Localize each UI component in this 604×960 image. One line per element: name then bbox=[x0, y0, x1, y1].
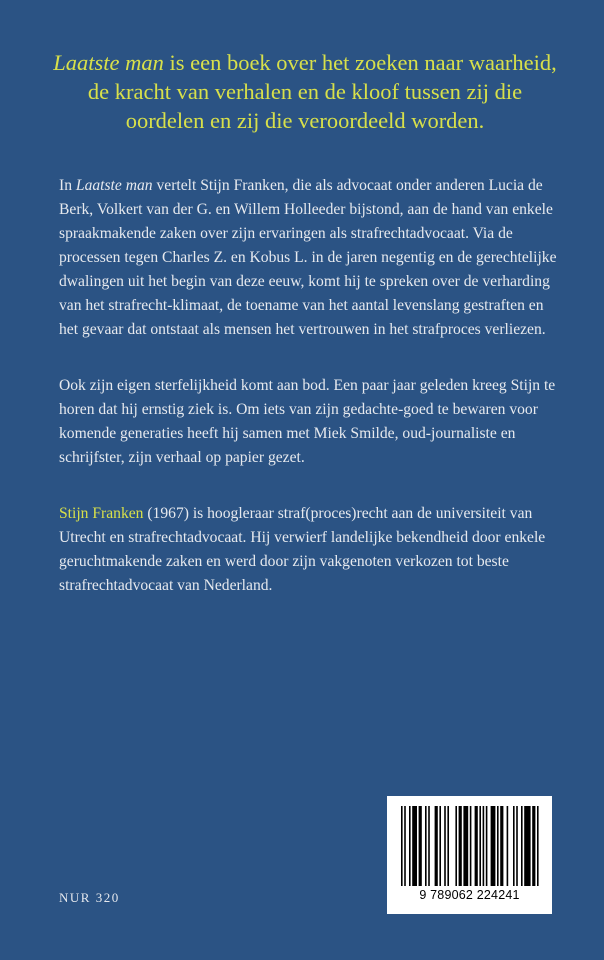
barcode-bar bbox=[532, 806, 535, 886]
barcode-bar bbox=[491, 806, 496, 886]
tagline-text: is een boek over het zoeken naar waarheid, de kracht van verhalen en de kloof tussen zij die oordelen en zij die veroordeeld worden. bbox=[87, 50, 557, 133]
barcode-bar bbox=[455, 806, 457, 886]
barcode-bar bbox=[412, 806, 417, 886]
barcode-number: 9 789062 224241 bbox=[419, 888, 520, 902]
barcode-bar bbox=[459, 806, 462, 886]
barcode-bar bbox=[425, 806, 427, 886]
paragraph-1-text: vertelt Stijn Franken, die als advocaat onder anderen Lucia de Berk, Volkert van der G. en Willem Holleeder bijstond, aan de hand van enkele spraakmakende zaken over zijn ervaringen als strafrechtadvocaat. Via de processen tegen Charles Z. en Kobus L. in de jaren negentig en de gerechtelijke dwalingen uit het begin van deze eeuw, komt hij te spreken over de verharding van het strafrecht-klimaat, de toename van het aantal levenslang gestraften en het gevaar dat ontstaat als mensen het vertrouwen in het strafproces verliezen. bbox=[59, 177, 557, 338]
barcode-bars bbox=[399, 806, 540, 886]
author-bio bbox=[59, 502, 559, 598]
barcode-bar bbox=[521, 806, 523, 886]
paragraph-2-text: Ook zijn eigen sterfelijkheid komt aan bod. Een paar jaar geleden kreeg Stijn te horen dat hij ernstig ziek is. Om iets van zijn gedachte-goed te bewaren voor komende generaties heeft hij samen met Miek Smilde, oud-journaliste en schrijfster, zijn verhaal op papier gezet. bbox=[59, 377, 556, 466]
blurb-paragraph-2 bbox=[59, 374, 559, 470]
tagline bbox=[50, 48, 560, 135]
barcode-bar bbox=[463, 806, 468, 886]
barcode bbox=[387, 796, 552, 914]
paragraph-1-book-title: Laatste man bbox=[75, 177, 153, 194]
barcode-inner bbox=[399, 806, 540, 904]
barcode-bar bbox=[447, 806, 449, 886]
barcode-bar bbox=[479, 806, 481, 886]
author-name: Stijn Franken bbox=[59, 505, 144, 522]
barcode-bar bbox=[475, 806, 478, 886]
nur-code: NUR 320 bbox=[59, 890, 120, 905]
barcode-bar bbox=[444, 806, 446, 886]
paragraph-1-lead: In bbox=[59, 177, 76, 194]
barcode-bar bbox=[428, 806, 430, 886]
barcode-bar bbox=[500, 806, 503, 886]
barcode-bar bbox=[404, 806, 406, 886]
barcode-bar bbox=[524, 806, 530, 886]
barcode-bar bbox=[537, 806, 539, 886]
barcode-bar bbox=[409, 806, 411, 886]
barcode-bar bbox=[401, 806, 403, 886]
barcode-bar bbox=[486, 806, 488, 886]
barcode-bar bbox=[497, 806, 499, 886]
barcode-bar bbox=[516, 806, 518, 886]
barcode-bar bbox=[513, 806, 515, 886]
tagline-book-title: Laatste man bbox=[53, 50, 164, 75]
barcode-bar bbox=[483, 806, 485, 886]
blurb-paragraph-1 bbox=[59, 174, 559, 342]
barcode-bar bbox=[470, 806, 472, 886]
author-bio-text: (1967) is hoogleraar straf(proces)recht aan de universiteit van Utrecht en strafrechtadvocaat. Hij verwierf landelijke bekendheid door enkele geruchtmakende zaken en werd door zijn vakgenoten verkozen tot beste strafrechtadvocaat van Nederland. bbox=[59, 505, 546, 594]
barcode-bar bbox=[419, 806, 422, 886]
barcode-bar bbox=[439, 806, 441, 886]
barcode-bar bbox=[435, 806, 438, 886]
barcode-bar bbox=[507, 806, 509, 886]
